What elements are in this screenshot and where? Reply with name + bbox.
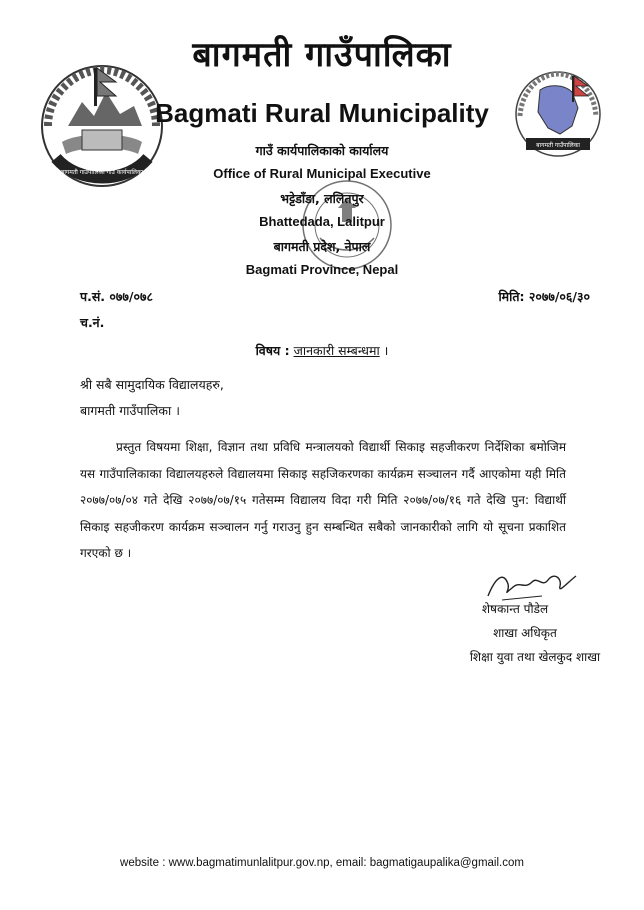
emblem-left-caption: बागमती गाउँपालिका गाउँ कार्यपालिका [60, 169, 144, 176]
footer-contact: website : www.bagmatimunlalitpur.gov.np, email: bagmatigaupalika@gmail.com [120, 857, 524, 869]
addressee-line-1: श्री सबै सामुदायिक विद्यालयहरु, [80, 377, 224, 392]
province-english: Bagmati Province, Nepal [245, 262, 399, 277]
subject-label: विषय : [255, 343, 290, 358]
municipality-name-english: Bagmati Rural Municipality [155, 98, 489, 128]
place-nepali: भट्टेडाँडा, ललितपुर [280, 191, 364, 206]
subject-end: । [383, 343, 389, 358]
signatory-name: शेषकान्त पौडेल [481, 602, 549, 616]
province-nepali: बागमती प्रदेश, नेपाल [273, 239, 371, 254]
dispatch-number: च.नं. [80, 315, 105, 330]
letter-body: प्रस्तुत विषयमा शिक्षा, विज्ञान तथा प्रविधि मन्त्रालयको विद्यार्थी सिकाइ सहजीकरण निर्देशिका बमोजिम यस गाउँपालिकाका विद्यालयहरुले विद्यालयमा सिकाइ सहजिकरणका कार्यक्रम सञ्चालन गर्दै आएकोमा यही मिति २०७७/०७/०४ गते देखि २०७७/०७/१५ गतेसम्म विद्यालय विदा गरी मिति २०७७/०७/१६ गते देखि पुन: विद्यार्थी सिकाइ सहजीकरण कार्यक्रम सञ्चालन गर्नु गराउनु हुन सम्बन्धित सबैको जानकारीको लागि यो सूचना प्रकाशित गरएको छ । [80, 440, 566, 560]
signatory-section: शिक्षा युवा तथा खेलकुद शाखा [469, 650, 601, 664]
letter-number: प.सं. ०७७/०७८ [80, 289, 153, 304]
addressee-line-2: बागमती गाउँपालिका । [80, 403, 180, 418]
office-name-english: Office of Rural Municipal Executive [213, 166, 431, 181]
place-english: Bhattedada, Lalitpur [259, 214, 385, 229]
office-name-nepali: गाउँ कार्यपालिकाको कार्यालय [255, 143, 389, 158]
municipality-name-nepali: बागमती गाउँपालिका [192, 35, 452, 75]
letter-date: मिति: २०७७/०६/३० [498, 289, 590, 304]
signatory-designation: शाखा अधिकृत [493, 626, 557, 640]
subject-line [0, 342, 644, 359]
subject-value: जानकारी सम्बन्धमा [293, 343, 380, 358]
emblem-right-caption: बागमती गाउँपालिका [536, 142, 580, 149]
